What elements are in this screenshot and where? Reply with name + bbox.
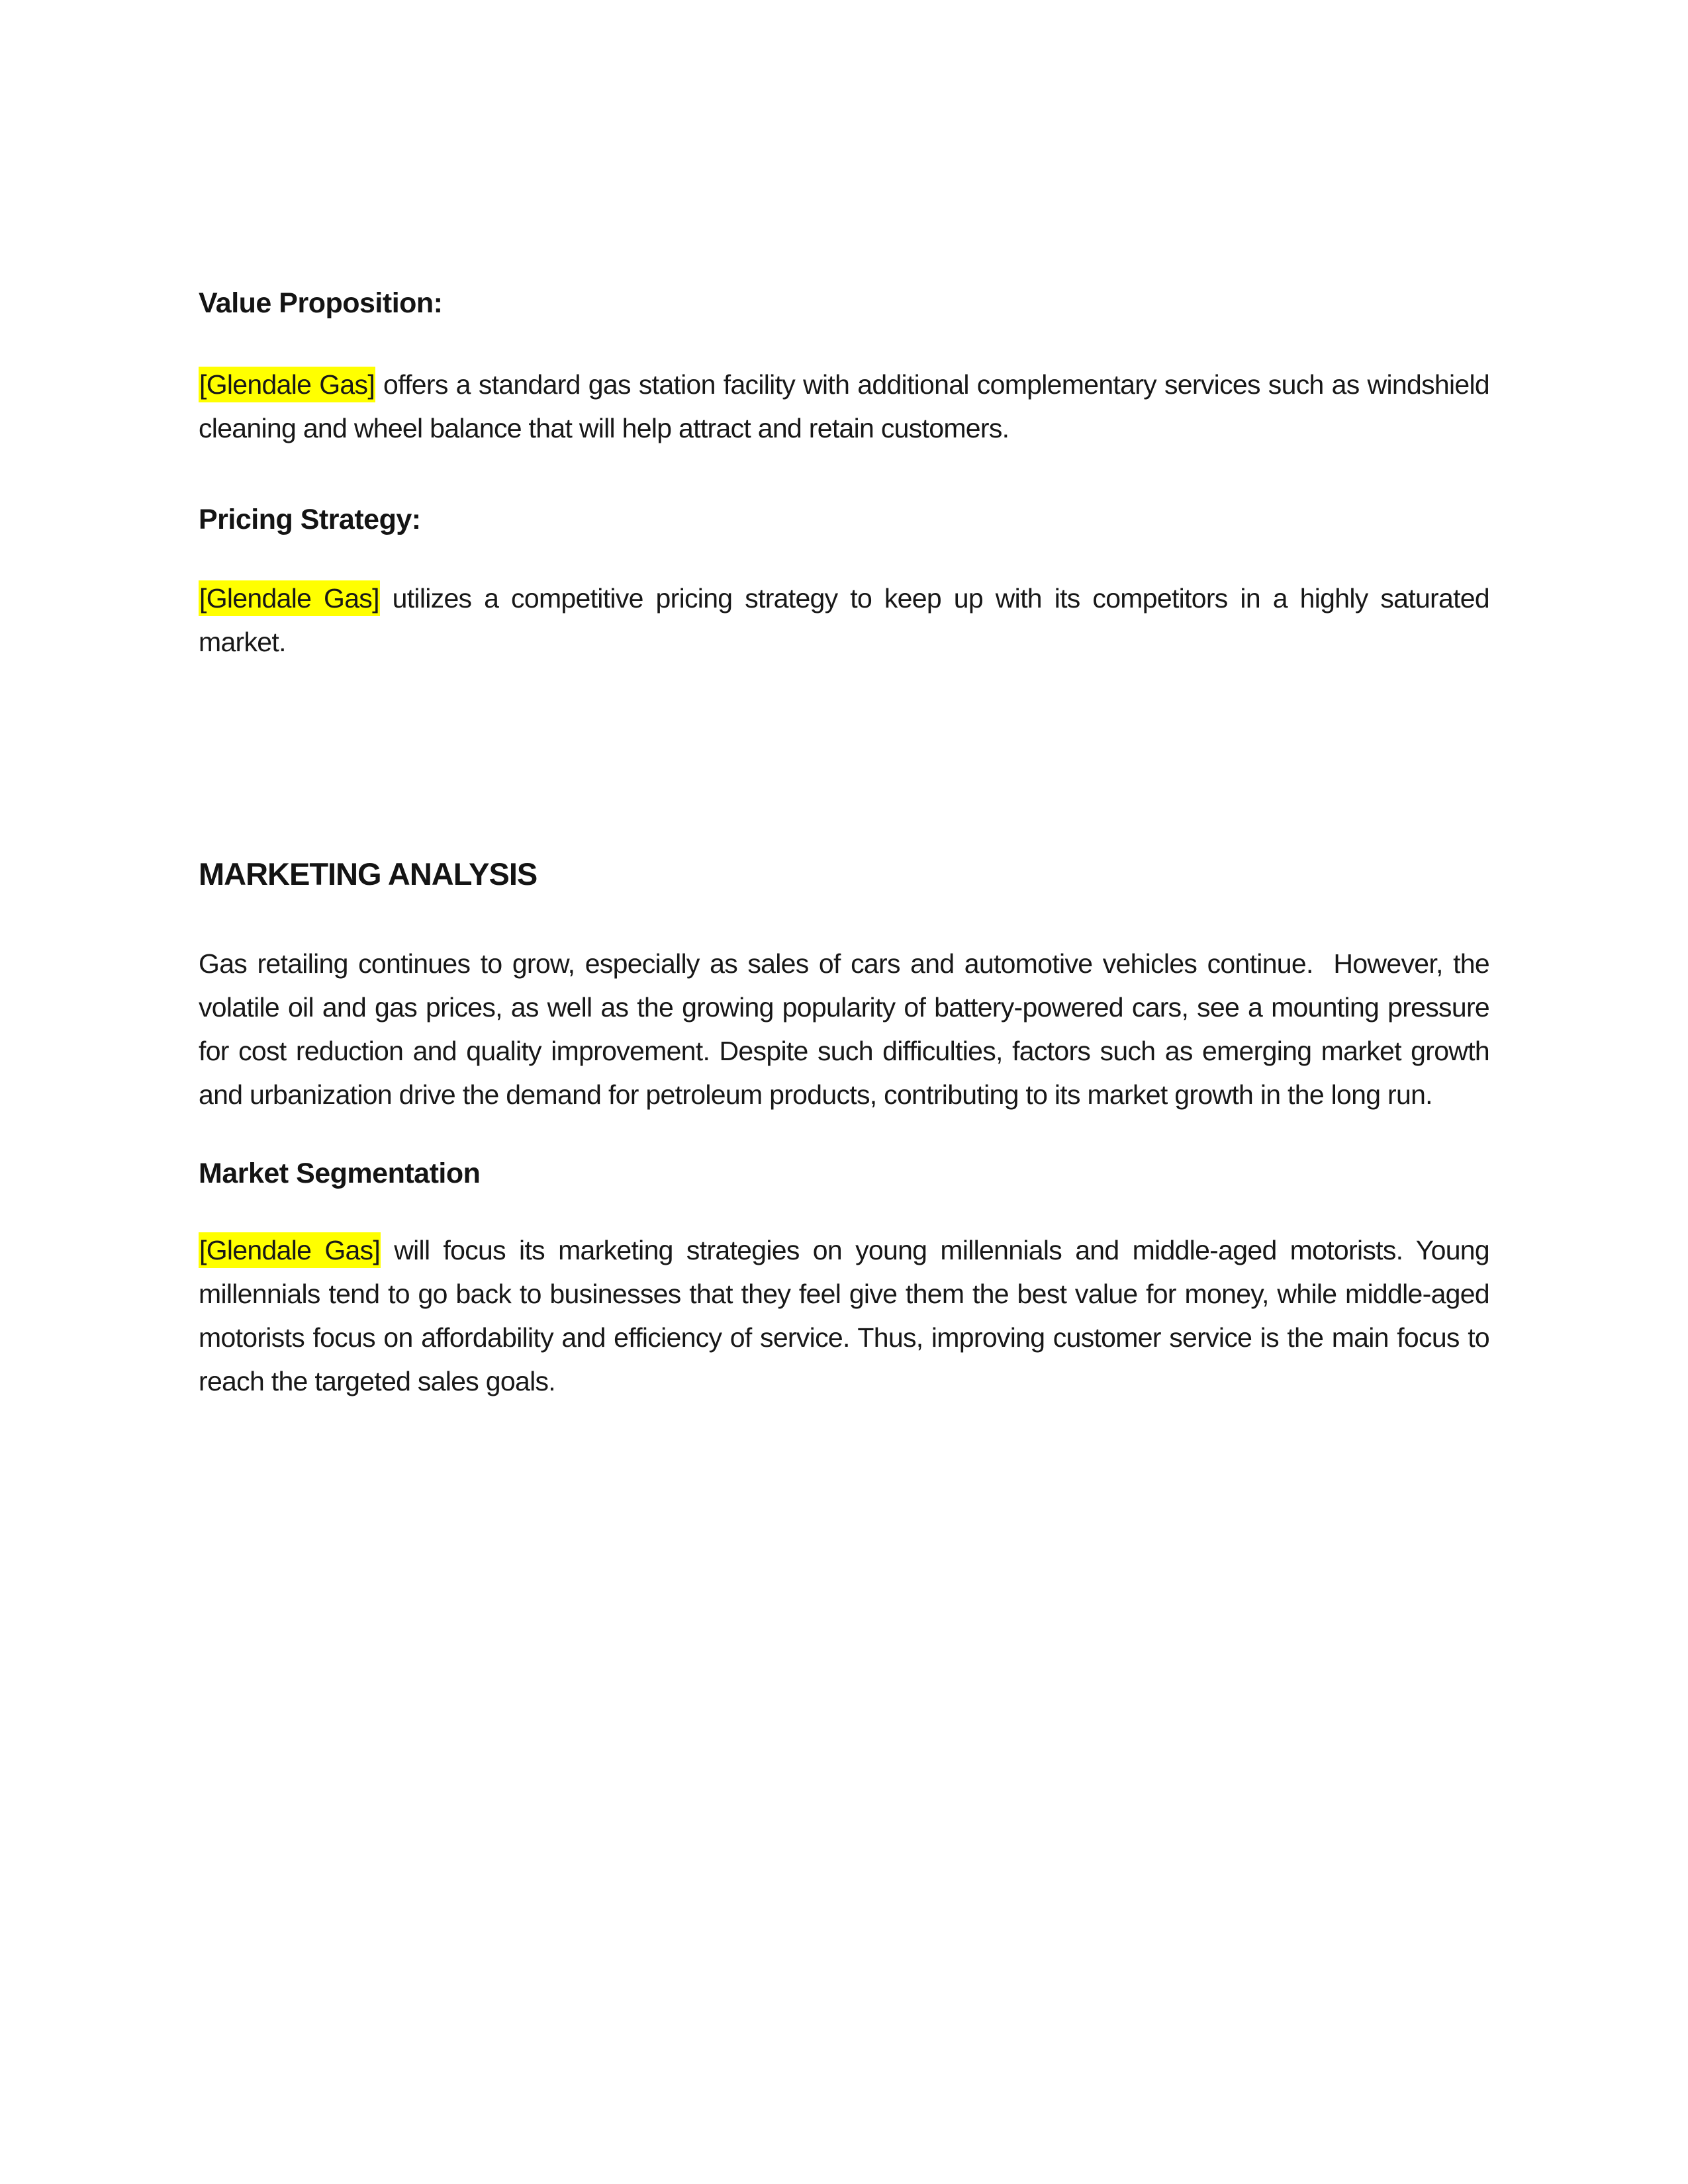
- paragraph-pricing-strategy-text: utilizes a competitive pricing strategy to keep up with its competitors in a highly saturated market.: [199, 583, 1497, 657]
- highlight-glendale-gas: [Glendale Gas]: [199, 580, 380, 616]
- heading-marketing-analysis: MARKETING ANALYSIS: [199, 856, 538, 891]
- paragraph-value-proposition-text: offers a standard gas station facility with additional complementary services such as windshield cleaning and wheel balance that will help attract and retain customers.: [199, 369, 1497, 443]
- heading-value-proposition: Value Proposition:: [199, 287, 443, 319]
- paragraph-market-segmentation: [199, 1228, 1497, 1403]
- heading-pricing-strategy: Pricing Strategy:: [199, 504, 421, 535]
- paragraph-pricing-strategy: [199, 576, 1497, 664]
- highlight-glendale-gas: [Glendale Gas]: [199, 1232, 381, 1268]
- paragraph-marketing-analysis-text: Gas retailing continues to grow, especially as sales of cars and automotive vehicles continue. However, the volatile oil and gas prices, as well as the growing popularity of battery-powered cars, see a mounting pressure for cost reduction and quality improvement. Despite such difficulties, factors such as emerging market growth and urbanization drive the demand for petroleum products, contributing to its market growth in the long run.: [199, 948, 1497, 1110]
- paragraph-marketing-analysis: [199, 942, 1497, 1116]
- heading-market-segmentation: Market Segmentation: [199, 1158, 481, 1189]
- paragraph-market-segmentation-text: will focus its marketing strategies on young millennials and middle-aged motorists. Young millennials tend to go back to businesses that they feel give them the best value for money, while middle-aged motorists focus on affordability and efficiency of service. Thus, improving customer service is the main focus to reach the targeted sales goals.: [199, 1235, 1497, 1396]
- highlight-glendale-gas: [Glendale Gas]: [199, 367, 375, 402]
- paragraph-value-proposition: [199, 363, 1497, 450]
- document-content: [199, 285, 1497, 1403]
